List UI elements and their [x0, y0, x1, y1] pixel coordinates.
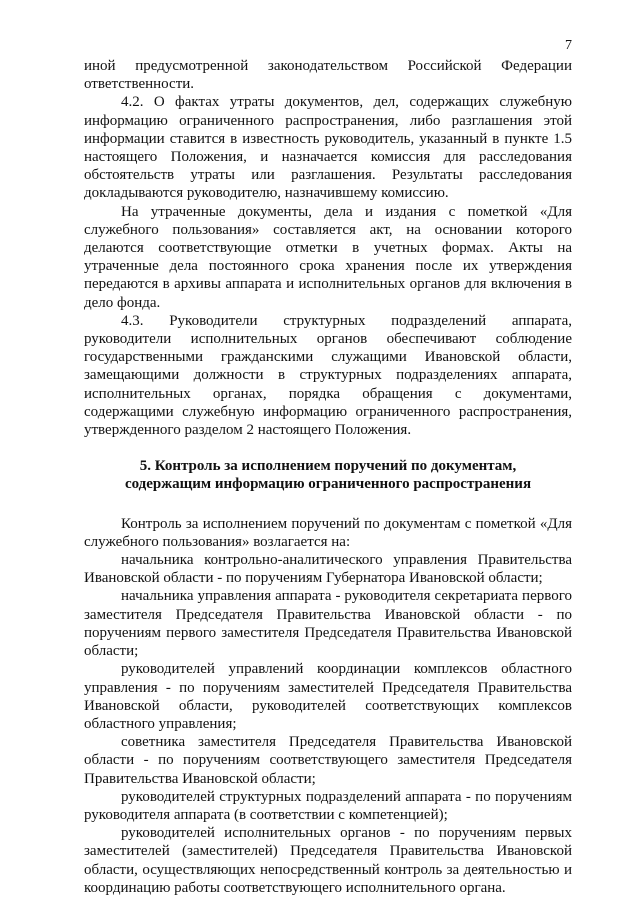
- paragraph-lost-documents-act: На утраченные документы, дела и издания с пометкой «Для служебного пользования» составляется акт, на основании которого делаются соответствующие отметки в учетных формах. Акты на утраченные дела постоянного срока хранения после их утверждения передаются в архивы аппарата и исполнительных органов для включения в дело фонда.: [84, 203, 572, 311]
- paragraph-continuation: иной предусмотренной законодательством Российской Федерации ответственности.: [84, 58, 572, 93]
- list-item: начальника контрольно-аналитического управления Правительства Ивановской области - по поручениям Губернатора Ивановской области;: [84, 552, 572, 587]
- section-heading-line-1: 5. Контроль за исполнением поручений по документам,: [139, 458, 517, 475]
- paragraph-4-3: 4.3. Руководители структурных подразделений аппарата, руководители исполнительных органов обеспечивают соблюдение государственными гражданскими служащими Ивановской области, замещающими должности в структурных подразделениях аппарата, исполнительных органах, порядка обращения с документами, содержащими служебную информацию ограниченного распространения, утвержденного разделом 2 настоящего Положения.: [84, 312, 572, 439]
- list-item: руководителей исполнительных органов - по поручениям первых заместителей (заместителей) Председателя Правительства Ивановской области, осуществляющих непосредственный контроль за деятельностью и координацию работы соответствующего исполнительного органа.: [84, 825, 572, 896]
- list-item: советника заместителя Председателя Правительства Ивановской области - по поручениям соответствующего заместителя Председателя Правительства Ивановской области;: [84, 734, 572, 787]
- page-number: 7: [565, 38, 572, 53]
- section-heading: [84, 457, 572, 493]
- list-item: руководителей структурных подразделений аппарата - по поручениям руководителя аппарата (в соответствии с компетенцией);: [84, 788, 572, 823]
- paragraph-control-intro: Контроль за исполнением поручений по документам с пометкой «Для служебного пользования» возлагается на:: [84, 515, 572, 550]
- paragraph-4-2: 4.2. О фактах утраты документов, дел, содержащих служебную информацию ограниченного распространения, либо разглашения этой информации ставится в известность руководитель, указанный в пункте 1.5 настоящего Положения, и назначается комиссия для расследования обстоятельств утраты или разглашения. Результаты расследования докладываются руководителю, назначившему комиссию.: [84, 94, 572, 202]
- list-item: руководителей управлений координации комплексов областного управления - по поручениям заместителей Председателя Правительства Ивановской области, руководителей соответствующих комплексов областного управления;: [84, 661, 572, 732]
- list-item: начальника управления аппарата - руководителя секретариата первого заместителя Председателя Правительства Ивановской области - по поручениям первого заместителя Председателя Правительства Ивановской области;: [84, 588, 572, 660]
- section-heading-line-2: содержащим информацию ограниченного распространения: [124, 476, 532, 493]
- text-block-top: [84, 57, 572, 439]
- text-block-bottom: [84, 515, 572, 897]
